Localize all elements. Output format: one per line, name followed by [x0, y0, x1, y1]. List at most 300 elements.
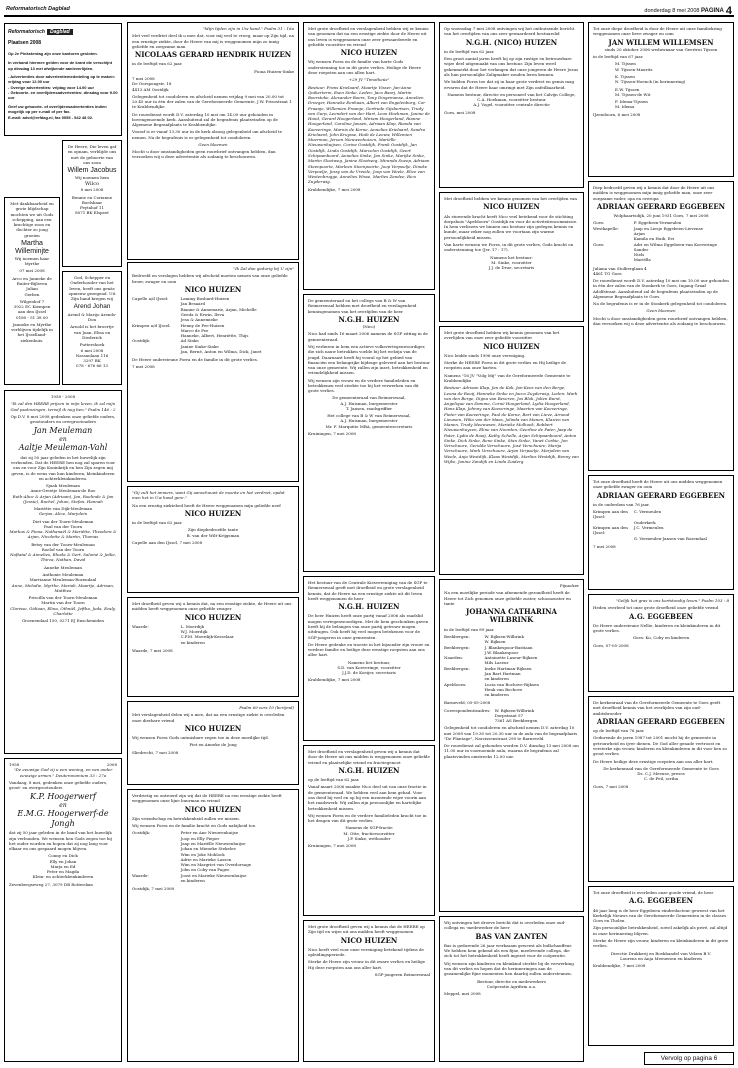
years: 1958 - 2008	[50, 394, 76, 399]
family-line: Martin van der Toorn	[41, 600, 85, 606]
notice-title: Plaatsen 2008	[8, 40, 42, 46]
family-member: Jan Bart Hartman	[484, 670, 521, 676]
quote: "Gij zult het immers, want Gij aanschouwt de moeite en het verdriet, opdat men het in Uw hand gere."	[132, 490, 285, 501]
signature: A.J. Huisman, burgemeester	[340, 418, 398, 424]
ad-text: Vanaf maart 2006 maakte Nico deel uit van onze fractie in de gemeenteraad. We hebben veel aan hem gehad. Voor ons deed hij veel en op hij een inzonende wijze voorin aan het raadswerk. Wij zullen zijn persoonlijke en hartelijke betrokkenheid missen.	[308, 784, 427, 811]
family-member: P. Eggebeen-Vermeulen	[633, 220, 682, 226]
correspondence-address	[495, 708, 538, 724]
nickname: (Nico)	[362, 324, 376, 330]
ad-date: Kruiningen, 7 mei 2008	[308, 843, 356, 849]
obituary-van-zanten	[439, 916, 584, 1062]
ad-date: Meppel, mei 2008	[444, 991, 481, 997]
signature: Namens de SGP-fractie	[345, 825, 393, 831]
ad-text: De Heere ondersteune Nellie, kinderen en kleinkinderen in dit grote verlies.	[593, 622, 721, 634]
ad-text: Wij noemen hem	[75, 175, 109, 181]
ad-text: Wij verliezen in hem een actieve volksvertegenwoordiger, die zich nauw betrokken voelde bij het welzijn van de jeugd. Daarnaast heeft hij vooral op het gebied van financiën een belangrijke bijdrage geleverd aan het bestuur van onze gemeente. Wij zullen zijn inzet, betrokkenheid en vriendelijkheid missen.	[308, 343, 430, 376]
deceased-name: N.G.H. (NICO) HUIZEN	[465, 37, 558, 47]
ad-date: 6 mei 2008	[80, 347, 104, 353]
notice-item: - Overige advertenties: vrijdag voor 14.00 uur	[8, 84, 95, 90]
ad-text: Met grote droefheid geven wij u kennis dat de HEERE op Zijn tijd en wijze uit ons midden heeft weggenomen	[308, 924, 425, 935]
family-line: W. Tijssen-Mauritz	[615, 66, 653, 72]
deceased-name: NICOLAAS GERARD HENDRIK HUIZEN	[134, 50, 292, 60]
family-line: Diet van der Toorn-Meuleman	[32, 518, 94, 524]
deceased-name: N.G.H. HUIZEN	[338, 765, 400, 775]
sibling: Gerben	[24, 291, 40, 297]
ad-text: Wij wensen Forra en de familie kracht en Gods nabijheid toe.	[132, 823, 257, 829]
family-line: F. Idema-Tijssen	[615, 99, 648, 105]
family-list	[593, 61, 729, 109]
obituary-eggebeen-wife	[588, 181, 734, 471]
place: Puttershoek	[79, 342, 105, 348]
signature: Coöperatie Agrifirm u.a.	[486, 983, 537, 989]
label: Correspondentieadres:	[444, 707, 491, 713]
family-place: Westkapelle:	[593, 225, 619, 231]
family-line: Klein- en achterkleinkinderen	[32, 874, 94, 880]
ad-text: Na de begrafenis is er in de Stonkerk gelegenheid tot condoleren.	[593, 301, 728, 307]
ad-text: We bidden Forra toe dat zij in haar grote verdriet en gemis mag ervaren dat de Heere haar omringt met Zijn onfeilbaarheid.	[444, 79, 575, 90]
age: in de leeftijd van 62 jaar.	[132, 61, 183, 67]
ad-text: De Heere ondersteune Forra en de familie in dit grote verlies.	[132, 357, 259, 363]
family-member: J.W. Blankespoor	[484, 649, 519, 655]
ad-text: Heden overleed tot onze grote droefheid onze geliefde vriend	[593, 605, 719, 611]
signature: J.J. de Drue, secretaris	[488, 265, 535, 271]
ad-text: Met droefheid en verslagenheid geven wij u kennis dat door de Heere uit ons midden is weggenomen onze geliefde vriend en plaatselijke vriend en fractiegenoot	[308, 749, 430, 765]
signature: C.A. Hoekman, voorzitter bestuur	[477, 97, 546, 103]
family-line: Markus & Fiona, Nathanaël & Mariëtte, Theodora & Arjan, Nicolette & Martin, Thomas	[9, 529, 117, 540]
family-list	[132, 624, 294, 645]
family-place: Waarde:	[132, 872, 149, 878]
signature: Namens bestuur, directie en personeel van het Calvijn College,	[447, 91, 576, 97]
ad-date: Barneveld, 05-05-2008	[444, 700, 491, 706]
age: in de ouderdom van 76 jaar.	[593, 501, 650, 507]
family-place: Krimpen aan den IJssel:	[593, 524, 628, 536]
obituary-huizen-wife	[127, 22, 299, 260]
obituary-huizen-dorpshuis	[439, 192, 584, 322]
ad-text: Wij wensen Forra en de familie van harte Gods ondersteuning toe in dit grote verlies. Heilige de Heere deze roepsten aan ons allen hart.	[308, 59, 421, 75]
family-member: C. Vermeulen	[633, 509, 662, 515]
anniversary-ad-meuleman	[4, 390, 122, 754]
family-line: Naftatal & Annelies, Rhoda & Gert, Salomé & Jetke, Thirza, Nathan, David	[9, 552, 117, 563]
ad-text: Met veel verdriet deel ik u mee dat, voor mij veel te vroeg, maar op Zijn tijd, na een ernstige ziekte, door de Heere van mij is weggenomen mijn zo innig geliefde en zorgzame man	[132, 33, 294, 49]
address: Groenendaal 150, 0271 EJ Enschemiden	[21, 618, 104, 624]
birth-ad-arend	[62, 271, 122, 385]
signature: Ds. C.J. Meeuse, preses	[637, 771, 685, 777]
ad-text: Mocht u door omstandigheden geen rouwbrief ontvangen hebben, dan verzoeken wij u deze advertentie als zodanig te beschouwen.	[593, 315, 728, 326]
family-row	[593, 536, 729, 541]
family-place	[593, 257, 634, 262]
ad-text: Wij wensen zijn kinderen en kleinkind sterkte bij de verwerking van dit verlies en hopen dat de herinneringen aan de gezamenlijke fijne momenten hen daarbij zullen ondersteunen.	[444, 960, 574, 977]
family-list	[132, 296, 294, 354]
ad-date: 7 mei 2008	[132, 364, 155, 370]
conjunction: en	[59, 801, 67, 809]
deceased-name: ADRIAAN GEERARD EGGEBEEN	[596, 201, 726, 211]
family-member: Rianne & Annemarie, Arjan, Michelle	[180, 306, 257, 312]
family-place: Beekbergen:	[444, 644, 470, 650]
ad-text: De Heere heilige deze ernstige roepsten aan ons aller hart.	[593, 758, 714, 764]
family-member: Jaap en Liesje Eggebeen-Lievense	[633, 225, 704, 231]
ad-text: Sterke de HEERE Forra in dit grote verlies en Hij heilige de roepsten aan onze harten.	[444, 360, 567, 371]
family-place: Capelle a/d IJssel:	[132, 296, 169, 302]
child-name: Martha Willeminjte	[15, 239, 49, 255]
ad-text: De gemeenteraad en het college van B & W van Reimerswaal hebben met droefheid en verslagenheid kennisgenomen van het overlijden van de heer	[308, 298, 417, 314]
ad-date: Oostdijk, 7 mei 2008	[132, 886, 175, 892]
family-place: Waarde:	[132, 623, 149, 629]
newspaper-name: Reformatorisch Dagblad	[6, 6, 70, 12]
notice-line: Op 2e Pinksterdag zijn onze kantoren gesloten.	[8, 50, 98, 56]
obituary-eggebeen-friends	[588, 594, 734, 692]
ad-date: Waarde, 7 mei 2008	[132, 647, 173, 653]
signature: Goes: Ko, Coby en kinderen	[632, 635, 690, 641]
deceased-name: N.G.H. HUIZEN	[338, 602, 400, 612]
signature: J.J.D. de Koeijer, secretaris	[342, 670, 396, 676]
ad-text: Tot onze diepe droefheid is door de Heere uit onze familiekring weggenomen onze lieve zwager en oom	[593, 26, 722, 37]
ad-date: Goes, 7 mei 2008	[593, 783, 629, 789]
ad-text: Tot onze droefheid heeft de Heere uit ons midden weggenomen onze geliefde zwager en oom	[593, 479, 723, 490]
family-line: Conny en Dick	[48, 853, 78, 859]
deceased-name: NICO HUIZEN	[340, 935, 398, 945]
birth-ad-martha	[4, 197, 60, 385]
ad-text: sinds 20 oktober 2006 weduwnaar van Geertrui Tijssen	[604, 46, 718, 52]
plaatsen-notice	[4, 23, 122, 136]
signature: T. Jansen, raadsgriffier	[345, 405, 393, 411]
ad-date: IJzendoorn, 6 mei 2008	[593, 111, 641, 117]
obituary-huizen-sgp-youth	[303, 920, 435, 1062]
family-line: Anne, Melodie, Myrthe, Mariah, Maartje, Adriaan, Matthea	[11, 582, 115, 593]
obituary-eggebeen-church	[588, 696, 734, 882]
obituary-huizen-fraction	[303, 745, 435, 916]
address: Wilgenhof 7	[19, 298, 45, 304]
family-line: M. Tijssen-de Wit	[615, 91, 651, 97]
deceased-name: NICO HUIZEN	[184, 284, 242, 294]
signature: J.P. Sinke, wethouder	[347, 835, 391, 841]
address: W. Rijksen-Wilbrink	[494, 707, 535, 713]
family-place: Beekbergen:	[444, 634, 470, 640]
signature: A.J. Vogel, voorzitter centrale directie	[473, 102, 550, 108]
city: 3922 EC Kiempen	[13, 304, 51, 310]
family-list	[593, 220, 729, 262]
address: Dorpstraat 57	[494, 712, 524, 718]
notice-contact: E-mail: advd@refdag.nl, fax 0055 - 542 48 02.	[8, 114, 94, 120]
family-line: N. Tijssen-Hoenck (in herinnering)	[615, 79, 686, 85]
family-member: Geeda & Erwin, Ileva	[180, 311, 225, 317]
family-member: Jan Besaard	[180, 301, 206, 307]
ad-text: Sterke de Heere zijn vrouw in dit zware verlies en heilige Hij deze roepsten aan ons aller hart.	[308, 959, 426, 970]
city: 3297 BK	[83, 358, 101, 364]
society-name: +29 JV "Timotheüs"	[348, 77, 390, 83]
city: 4413 AM Oostdijk	[132, 86, 169, 92]
family-member: Mils Laseur	[484, 660, 509, 666]
obituary-huizen-sgp	[303, 576, 435, 741]
family-member: Jaap en Mariëlle Nieuwenhuijse	[180, 840, 246, 846]
family-row	[593, 509, 729, 520]
family-row	[132, 640, 294, 645]
family-row	[132, 878, 294, 883]
ad-text: God, Schepper en Onderhouder van het leven, heeft ons genäs opnieuw gezegend. Uit Zijn hand kregen wij	[68, 275, 116, 302]
family-member: Johan en Mieneke Stekelee	[180, 846, 236, 852]
family-row	[132, 349, 294, 354]
ad-date: 7 mei 2008	[132, 75, 155, 81]
notice-line: In verband hiermee gelden voor de krant die verschijnt op dinsdag 13 mei afwijkende aanleverlijden.	[8, 60, 113, 71]
family-line: Anthonie Meuleman	[42, 572, 84, 578]
signature: De kerkenraad van de Gereformeerde Gemeente te Goes	[603, 765, 719, 771]
ad-text: Tot onze droefheid is overleden onze goede vriend, de heer	[593, 890, 714, 895]
obituary-wilbrink	[439, 579, 584, 912]
signature: SGP-jongeren Reimerswaal	[374, 971, 430, 977]
signature: Namens het bestuur,	[347, 659, 391, 665]
phone: 0180 - 51 38 00	[16, 314, 48, 320]
ad-date: Krabbendijke, 7 mei 2008	[308, 186, 361, 192]
family-line: Sjaak Meuleman	[46, 483, 80, 489]
family-member: Ouderkerk	[633, 519, 656, 525]
family-line: K. Tijssen	[615, 73, 635, 79]
family-member: en kinderen	[180, 877, 205, 883]
age: op de leeftijd van 62 jaar.	[308, 777, 360, 783]
family-line: M. Idema	[615, 104, 635, 110]
family-member: Henny de Pee-Huizen	[180, 322, 225, 328]
deceased-name: NICO HUIZEN	[340, 48, 398, 58]
family-place: Apeldoorn:	[444, 681, 467, 687]
couple-name: Jan Meuleman	[33, 426, 93, 436]
signature: De gemeenteraad van Reimerswaal,	[332, 395, 406, 401]
ad-text: dat zij 50 jaar geleden in het huwelijk zijn verbonden. Dat de HEERE hen nog zal sparen voor ons en voor Zijn Koninkrijk en hen Zijn zegen mij geven, is de wens van hun kinderen, kleinkinderen en achterkleinkinderen.	[10, 454, 116, 481]
ad-text: Wij wensen Forra en de verdere familieleden kracht toe in het dragen van dit grote verlies.	[308, 812, 427, 824]
family-member: L. Moerdijk	[180, 623, 205, 629]
correspondence	[444, 708, 579, 724]
address: Nassaulaan 116	[75, 352, 109, 358]
obituary-eggebeen-printer	[588, 886, 734, 1046]
ad-text: Namens "16 JV "Volg Mij" van de Gereformeerde Gemeente te Krabbendijke	[444, 372, 571, 383]
family-member: Lammy Boshard-Huizen	[180, 296, 230, 302]
family-member: Joost en Marieke Nieuwenhuijse	[180, 872, 247, 878]
ad-date: Sliedrecht, 7 mei 2008	[132, 749, 179, 755]
family-line: Anne-Greetje Meuleman-de Roo	[30, 488, 96, 494]
signature: Het college van B & W van Reimerswaal,	[327, 413, 411, 419]
deceased-name: JOHANNA CATHARINA WILBRINK	[466, 607, 557, 625]
family-member: Adri en Wilma Eggebeen-van Koeveringe	[633, 241, 718, 247]
family-member: Marco de Pee	[180, 327, 209, 333]
notice-item: - Geboorte- en overlijdensadvertenties: dinsdag voor 9.00 uur	[8, 90, 118, 101]
ad-text: De Heere, Die leven gaf en opnam, verblijde ons met de geboorte van ons zoon	[67, 144, 117, 165]
ad-text: Zijn persoonlijke betrokkenheid, zowel zakelijk als privé, zal altijd in onze herinnering blijven.	[593, 925, 728, 936]
family-place: Naarden:	[444, 655, 464, 661]
ad-text: Wij wensen zijn vrouw en de verdere familieleden en betrokkenen veel sterkte toe bij het verwerken van dit grote verlies.	[308, 377, 419, 394]
family-list	[444, 634, 579, 697]
ad-text: Diep bedroefd geven wij u kennis dat door de Heere uit ons midden is weggenomen mijn innig geliefde man, onze zeer zorgzame vader, opa en overopa	[593, 185, 715, 201]
family-member: Ad Sinke	[180, 338, 199, 344]
year: 2008	[106, 762, 117, 767]
family-line: Betsy van der Toorn-Meuleman	[31, 541, 95, 547]
place: Pijnacker	[559, 583, 579, 588]
notice-item: - Advertenties door advertentiemededeling op te maken: vrijdag voor 12.00 uur	[8, 73, 115, 85]
ad-text: Nico leidde sinds 1996 onze vereniging.	[444, 352, 526, 358]
family-line: Paul van der Toorn	[43, 523, 83, 529]
family-member: en kinderen	[484, 676, 509, 682]
family-place	[132, 878, 181, 883]
address: Juliana van Stolberglaan 4	[593, 265, 647, 271]
ad-date: Capelle aan den IJssel, 7 mei 2008	[132, 539, 203, 545]
deceased-name: A.G. EGGEBEEN	[628, 896, 694, 906]
couple-name: E.M.G. Hoogerwerf-de Jongh	[17, 809, 109, 828]
quote: "Ik zal den HEERE prijzen in mijn leven, ik zal mijn God psalmzingen, terwijl ik nog ben." Psalm 146 : 2	[10, 401, 116, 412]
deceased-name: NICO HUIZEN	[184, 508, 242, 518]
ad-text: Een groot aantal jaren heeft hij op zijn rustige en betrouwbare wijze deel uitgemaakt van ons bestuur. Zijn leven werd gekenmerkt door het verlangen dat onze jongeren de Heere Jezus als hun persoonlijke Zaligmaker zouden leren kennen.	[444, 56, 579, 77]
family-line: Roelof van der Toorn	[41, 546, 85, 552]
ad-text: Vandaag, 8 mei, gedenken onze geliefde ouders, groot- en overgrootouders	[9, 779, 108, 791]
ad-date: Krabbendijke, 7 mei 2008	[593, 963, 646, 969]
family-line: Clarisse, Gidiaan, Elina, Othniël, Jeftha, Juda, Ezaly, Charlotte	[10, 605, 116, 616]
family-place	[132, 640, 181, 645]
family-place: Krimpen aan den IJssel:	[593, 509, 628, 520]
family-member: Henk van Bochove	[484, 686, 523, 692]
ad-date: Krabbendijke, 7 mei 2008	[308, 677, 361, 683]
page-number: 4	[725, 5, 732, 17]
family-member: W. Rijksen-Wilbrink	[484, 634, 524, 640]
ad-text: De rouwdienst wordt D.V. zaterdag 10 mei om 14.00 uur gehouden in bovengenoemde kerk. Aansluitend zal de begrafenis plaatsvinden op de Algemene Begraafplaats te Krabbendijke.	[132, 111, 278, 128]
ad-date: Goes, mei 2008	[444, 109, 476, 115]
address: 7361 AS Beekbergen	[494, 718, 538, 724]
child-name: Willem Jacobus	[67, 167, 117, 175]
deceased-name: NICO HUIZEN	[184, 723, 242, 733]
ad-text: Gedurende de jaren 1987 tot 2001 mocht hij de gemeente in getrouwheid en ijver dienen. De God aller genade vertroost en versterke zijn vrouw, kinderen en kleinkinderen in dit voor hen zo groot verlies.	[593, 735, 727, 757]
ad-text: Van harte wensen we Forra, in dit grote verlies, Gods kracht en ondersteuning toe (Jer. 17 : 17).	[444, 241, 574, 253]
logo-text: Reformatorisch	[8, 28, 45, 35]
parents: Bennie en Corianne Boelsbaar	[71, 194, 113, 205]
family-line: Anneke Meuleman	[44, 564, 82, 570]
ad-text: Gelegenheid tot condoleren en afscheid nemen vrijdag 9 mei van 20.00 tot 20.45 uur in één der zalen van de Gereformeerde Gemeente, J.W. Frisostraat 1 te Krabbendijke.	[132, 93, 292, 110]
page-label: PAGINA	[700, 8, 724, 14]
ad-text: Janneke en Myrthe verblijven tijdelijk in het IJsselland-ziekenhuis.	[11, 321, 53, 343]
signature: M. Sinke, voorzitter	[491, 259, 532, 265]
age: in de leeftijd van 67 jaar.	[593, 54, 644, 60]
signature: Mr. F. Marquitie MBA, gemeentesecretaris	[325, 423, 413, 429]
address: Zevenbergseweg 27, 3079 DB Rotterdam	[9, 881, 93, 887]
signature: A.J. Huisman, burgemeester	[340, 400, 398, 406]
family-row	[593, 525, 729, 536]
signature: M. Otte, fractievoorzitter	[343, 830, 395, 836]
family-place	[444, 692, 485, 697]
ad-text: Vooraf is er vanaf 13.30 uur in de kerk alsnog gelegenheid om afscheid te nemen. Na de begrafenis is er gelegenheid tot condoleren.	[132, 129, 283, 140]
quote: "De eeuwige God zij u een woning, en van onder eeuwige armen." Deuteronomium 33 : 27a	[13, 767, 113, 778]
no-flowers: Geen bloemen	[198, 141, 228, 147]
quote: "Mijn tijden zijn in Uw hand." Psalm 31 : 16a	[202, 26, 294, 31]
family-member: Mariëlla	[633, 257, 651, 263]
signature: Bestuur, directie en medewerkers	[477, 978, 546, 984]
ad-text: Bedroefd en verslagen hebben wij afscheid moeten nemen van onze geliefde broer, zwager en oom	[132, 273, 288, 284]
family-line: M. Tijssen	[615, 61, 636, 67]
ad-text: Met grote droefheid en verslagenheid hebben wij er kennis van genomen dat na een ernstige ziekte door de Heere uit ons leven is weggenomen onze zeer gewaardeerde en geliefde voorzitter en vriend	[308, 26, 429, 47]
family-member: C.P.M. Moerdijk-Kesselaar	[180, 634, 234, 640]
family-member: Antoinette Laseur-Rijksen	[484, 655, 538, 661]
ad-text: Mocht u door omstandigheden geen rouwbrief ontvangen hebben, dan verzoeken wij u deze advertentie als zodanig te beschouwen.	[132, 149, 276, 160]
age: in de leeftijd van 62 jaar.	[132, 520, 183, 526]
parents: Arend & Marijo Arends-Don	[67, 311, 117, 323]
family-row	[593, 257, 729, 262]
date-text: donderdag 8 mei 2008	[644, 8, 700, 14]
nickname: Wilco	[84, 180, 100, 187]
obituary-huizen-waarde	[127, 597, 299, 697]
sibling: Julian	[26, 286, 38, 292]
ad-date: 7 mei 2008	[593, 543, 616, 549]
family-line: E.W. Tijssen	[615, 86, 640, 92]
logo-badge: Dagblad	[47, 29, 73, 36]
family-place: Oostdijk:	[132, 830, 151, 836]
family-member: Kamila en Huib, Evi	[633, 236, 675, 242]
family-line: Gerjan, Alice, Marjolein	[38, 511, 88, 517]
page-date	[644, 5, 732, 17]
family-member: Jan, Berné, Anton en Wilma, Dick, Janet	[180, 348, 262, 354]
age: in de leeftijd van 89 jaar.	[444, 626, 495, 632]
ad-text: Het bestuur van de Centrale Kiesvereniging van de SGP te Reimerswaal geeft met droefheid en grote verslagenheid kennis, dat de Heere na een ernstige ziekte uit dit leven heeft weggenomen de heer	[308, 580, 428, 601]
ad-text: Sterke de Heere zijn vrouw, kinderen en kleinkinderen in dit grote verlies.	[593, 937, 729, 949]
address: Feytahof 11	[79, 205, 104, 211]
family-place: Goes:	[593, 220, 605, 226]
ad-text: Met droefheid hebben we kennis genomen van het overlijden van	[444, 196, 577, 201]
family-place: Goes:	[593, 241, 605, 247]
family-member: Janine Sinke-Sinke	[180, 343, 219, 349]
obituary-huizen-friends	[127, 701, 299, 785]
age: op de leeftijd van 76 jaar.	[593, 728, 645, 734]
ad-text: Als stuwende kracht heeft Nico veel betekend voor de stichting dorpshuis "Apeldoorn" Oostdijk en voor de activiteitencommissie. In hem verliezen we binnen ons bestuur zijn gedegen kennis en kunde, maar zeker nog zullen we voortaan zijn warme persoonlijkheid missen.	[444, 213, 578, 240]
quote: "Ik Zal dan gedurig bij U zijn"	[233, 266, 294, 271]
ad-text: Nico had sinds 16 maart 2006 namens de SGP zitting in de gemeenteraad.	[308, 331, 428, 342]
city: aan den IJssel	[17, 309, 47, 315]
ad-text: Gelegenheid tot condoleren en afscheid nemen D.V. zaterdag 10 mei 2008 van 19.30 tot 20.30 uur in de aula van de begraafplaats "De Plantage", Narcissenstraat 290 te Barneveld.	[444, 725, 578, 741]
continued-on-page-link[interactable]: Vervolg op pagina 6	[644, 1052, 734, 1065]
couple-name: Aaltje Meuleman-Vahl	[18, 443, 108, 453]
deceased-name: NICO HUIZEN	[483, 202, 540, 212]
ad-text: Op woensdag 7 mei 2008 ontvingen wij het onthutsende bericht van het overlijden van ons zeer gewaardeerd bestuurslid	[444, 26, 575, 37]
parents: Arco en Janneke de Ruiter-Bijleven	[12, 275, 52, 287]
newspaper-logo	[8, 27, 118, 37]
obituary-huizen-volg-mij	[439, 326, 584, 575]
ad-text: De kerkenraad van de Gereformeerde Gemeente te Goes geeft met droefheid kennis van het overlijden van zijn oud-ambtsbroeder	[593, 700, 721, 716]
obituary-huizen-family	[127, 262, 299, 482]
deceased-name: A.G. EGGEBEEN	[628, 611, 694, 621]
ad-text: 46 jaar lang is de heer Eggebeen eindredacteur geweest van het Kerkelijk Nieuws van de Gereformeerde Gemeenten in de classes Goes en Tholen.	[593, 907, 727, 924]
member-list: Bestuur: Adriaan Klap, Jan de Kok, Jan-Kees van den Berge, Leona de Rooij, Hanneke Sinke en Jacco Zuyderwig. Leden: Mark van den Berge, Digna van Beveren, Jos Blok, Jolien Burst, Angelique van Damme, Corné Hoogerland, Lydia Hoogerland, Hans Klap, Johnny van Koeveringe, Maarten van Koeveringe, Pieter van Koeveringe, Paul de Korne, Bart van Lieve, Arnoud Lieuwen, Wiko van der Maas, Jolinda van Manen, Klazien van Manen, Trudy Meeuwsen, Marieke Molhoek, Robbert Nieuwenhuyzen, Eline van Noorden, Geerline de Pater, Jaap de Pater, Lydia de Rooij, Kathy Schelle, Arjan Schipaanboord, Anton Sinke, Dick Sinke, Rene Sinke, Stan Sinke, Vanet Corbie, Jon Verschuure, Gerolda Verschuure, José Verschuure, Marija Verschuure, Mark Verschuure, Arjan Verpoelje, Marjolein van Weele, Anja Westdijk, Klaas Westdijk, Marlies Westdijk, Benny van Wijke, Janine Zandijk en Linda Zuiderg	[444, 385, 579, 464]
ad-text: De rouwdienst wordt D.V. zaterdag 10 mei om 10.00 uur gehouden in één der zalen van de Stonkerk te Goes, Ingang Graaf Adolfstraat. Aansluitend zal de begrafenis plaatsvinden op de Algemene Begraafplaats te Goes.	[593, 278, 729, 299]
ad-text: Met dankbaarheid en grote blijdschap mochten we uit Gods schepping, aan een krachtige zoon en dochter zo jong groeien	[10, 201, 54, 238]
phone: 078 - 676 66 13	[76, 363, 108, 369]
family-place	[593, 536, 634, 541]
family-member: en kinderen	[484, 692, 509, 698]
ad-date: Kruiningen, 7 mei 2008	[308, 430, 356, 436]
signature: Zijn diepbedroefde tante	[187, 527, 239, 533]
ad-text: Op D.V. 8 mei 2008 gedenken onze geliefde ouders, grootouders en overgrootouders	[10, 413, 116, 425]
ad-date: 07 mei 2008	[19, 268, 45, 274]
ad-text: Na een ernstig ziektebed heeft de Heere weggenomen mijn geliefde neef	[132, 502, 281, 508]
notice-foot: Geef uw geboorte- of overlijdensadvertenties indien mogelijk op per e-mail of per fax.	[8, 103, 107, 115]
family-line: Peter en Magda	[46, 869, 80, 875]
family-row	[444, 692, 579, 697]
deceased-name: N.G.H. HUIZEN	[338, 314, 400, 324]
family-member: John en Coby van Pagee	[180, 867, 230, 873]
family-member: Sander	[633, 246, 649, 252]
ad-text: Verdrietig en ontroerd zijn wij dat de HEERE na een ernstige ziekte heeft weggenomen onze lijne buurman en vriend	[132, 793, 282, 804]
deceased-name: BAS VAN ZANTEN	[475, 931, 548, 941]
ad-text: De heer Huizen heeft onze partij vanaf 2006 als raadslid mogen vertegenwoordigen. Met de hem geschonken gaven heeft hij de belangen van onze partij getrouw mogen uitdragen. Ook heeft hij veel mogen betekenen voor de SGP-jongeren in onze gemeenten.	[308, 613, 429, 640]
signature: Piet en Anneke de Jong	[189, 742, 237, 748]
ad-text: Wij wensen Forra Gods ontmisbare zegen toe in deze moeilijke tijd.	[132, 735, 269, 741]
family-member: Jesa & Annemieke	[180, 317, 218, 323]
city: 8071 BK Elspeet	[75, 210, 109, 216]
family-member: en kinderen	[180, 639, 205, 645]
family-member: Adrie en Marieke Lassen	[180, 856, 232, 862]
ad-text: Na een moeilijke periode van afnemende gezondheid heeft de Heere tot Zich genomen onze geliefde zuster, schoonzuster en tante	[444, 590, 571, 606]
ad-text: Met verslagenheid delen wij u mee, dat na een ernstige ziekte is overleden onze dierbare vriend	[132, 712, 285, 723]
obituary-willemsen	[588, 22, 734, 177]
obituary-huizen-youth	[303, 22, 435, 290]
